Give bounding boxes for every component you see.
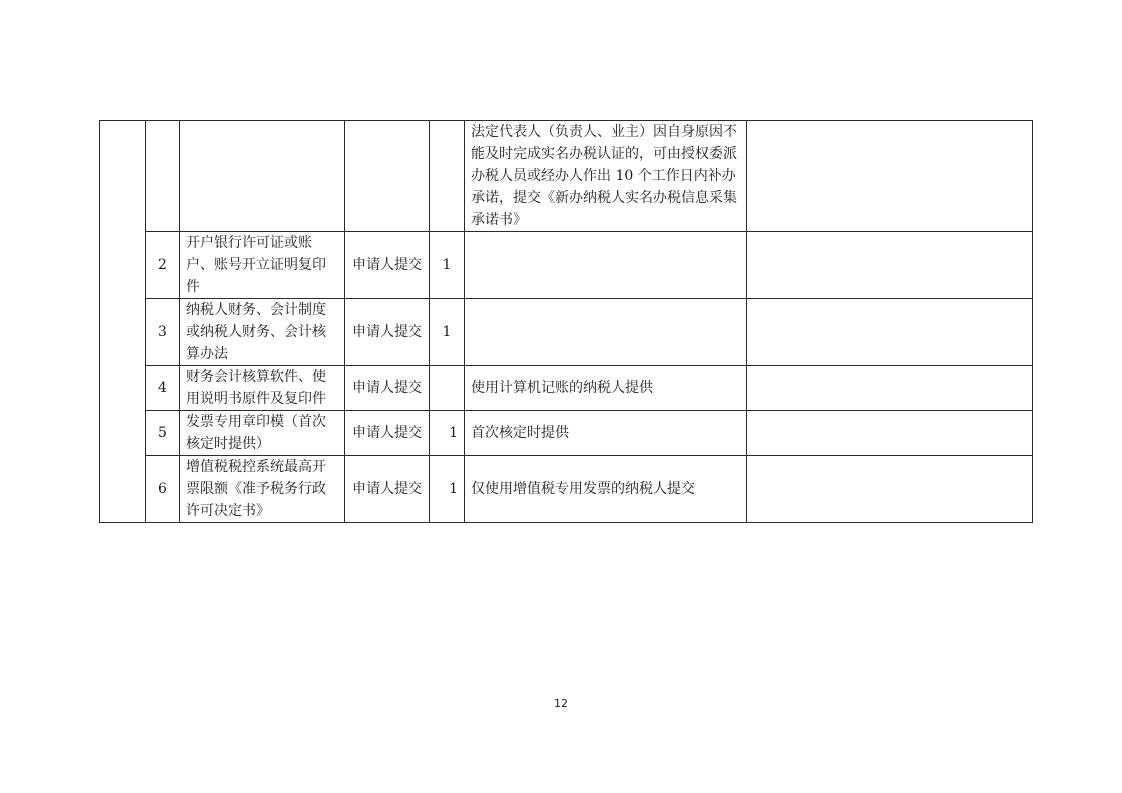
material-name-cell: 发票专用章印模（首次核定时提供） — [180, 411, 345, 456]
remark-cell — [747, 456, 1033, 523]
remark-cell — [747, 121, 1033, 232]
material-name-cell: 财务会计核算软件、使用说明书原件及复印件 — [180, 366, 345, 411]
source-cell: 申请人提交 — [345, 366, 430, 411]
count-cell — [430, 121, 465, 232]
table-row — [100, 411, 1033, 456]
material-name-cell: 开户银行许可证或账户、账号开立证明复印件 — [180, 232, 345, 299]
remark-cell — [747, 232, 1033, 299]
note-cell: 使用计算机记账的纳税人提供 — [465, 366, 747, 411]
source-cell: 申请人提交 — [345, 232, 430, 299]
source-cell — [345, 121, 430, 232]
source-cell: 申请人提交 — [345, 411, 430, 456]
source-cell: 申请人提交 — [345, 299, 430, 366]
count-cell: 1 — [430, 299, 465, 366]
page-number: 12 — [554, 697, 568, 710]
index-cell: 4 — [146, 366, 180, 411]
index-cell: 2 — [146, 232, 180, 299]
table-row — [100, 299, 1033, 366]
index-cell: 3 — [146, 299, 180, 366]
material-name-cell — [180, 121, 345, 232]
remark-cell — [747, 366, 1033, 411]
table-row — [100, 456, 1033, 523]
material-name-cell: 增值税税控系统最高开票限额《准予税务行政许可决定书》 — [180, 456, 345, 523]
remark-cell — [747, 411, 1033, 456]
materials-table — [99, 120, 1033, 523]
note-cell: 首次核定时提供 — [465, 411, 747, 456]
count-cell: 1 — [430, 456, 465, 523]
index-cell: 5 — [146, 411, 180, 456]
merged-category-cell — [100, 121, 146, 523]
count-cell: 1 — [430, 411, 465, 456]
count-cell — [430, 366, 465, 411]
note-cell — [465, 299, 747, 366]
source-cell: 申请人提交 — [345, 456, 430, 523]
table-row — [100, 366, 1033, 411]
remark-cell — [747, 299, 1033, 366]
note-cell: 仅使用增值税专用发票的纳税人提交 — [465, 456, 747, 523]
material-name-cell: 纳税人财务、会计制度或纳税人财务、会计核算办法 — [180, 299, 345, 366]
table-row — [100, 232, 1033, 299]
count-cell: 1 — [430, 232, 465, 299]
table-row — [100, 121, 1033, 232]
index-cell — [146, 121, 180, 232]
index-cell: 6 — [146, 456, 180, 523]
note-cell: 法定代表人（负责人、业主）因自身原因不能及时完成实名办税认证的，可由授权委派办税人员或经办人作出 10 个工作日内补办承诺，提交《新办纳税人实名办税信息采集承诺书》 — [465, 121, 747, 232]
note-cell — [465, 232, 747, 299]
